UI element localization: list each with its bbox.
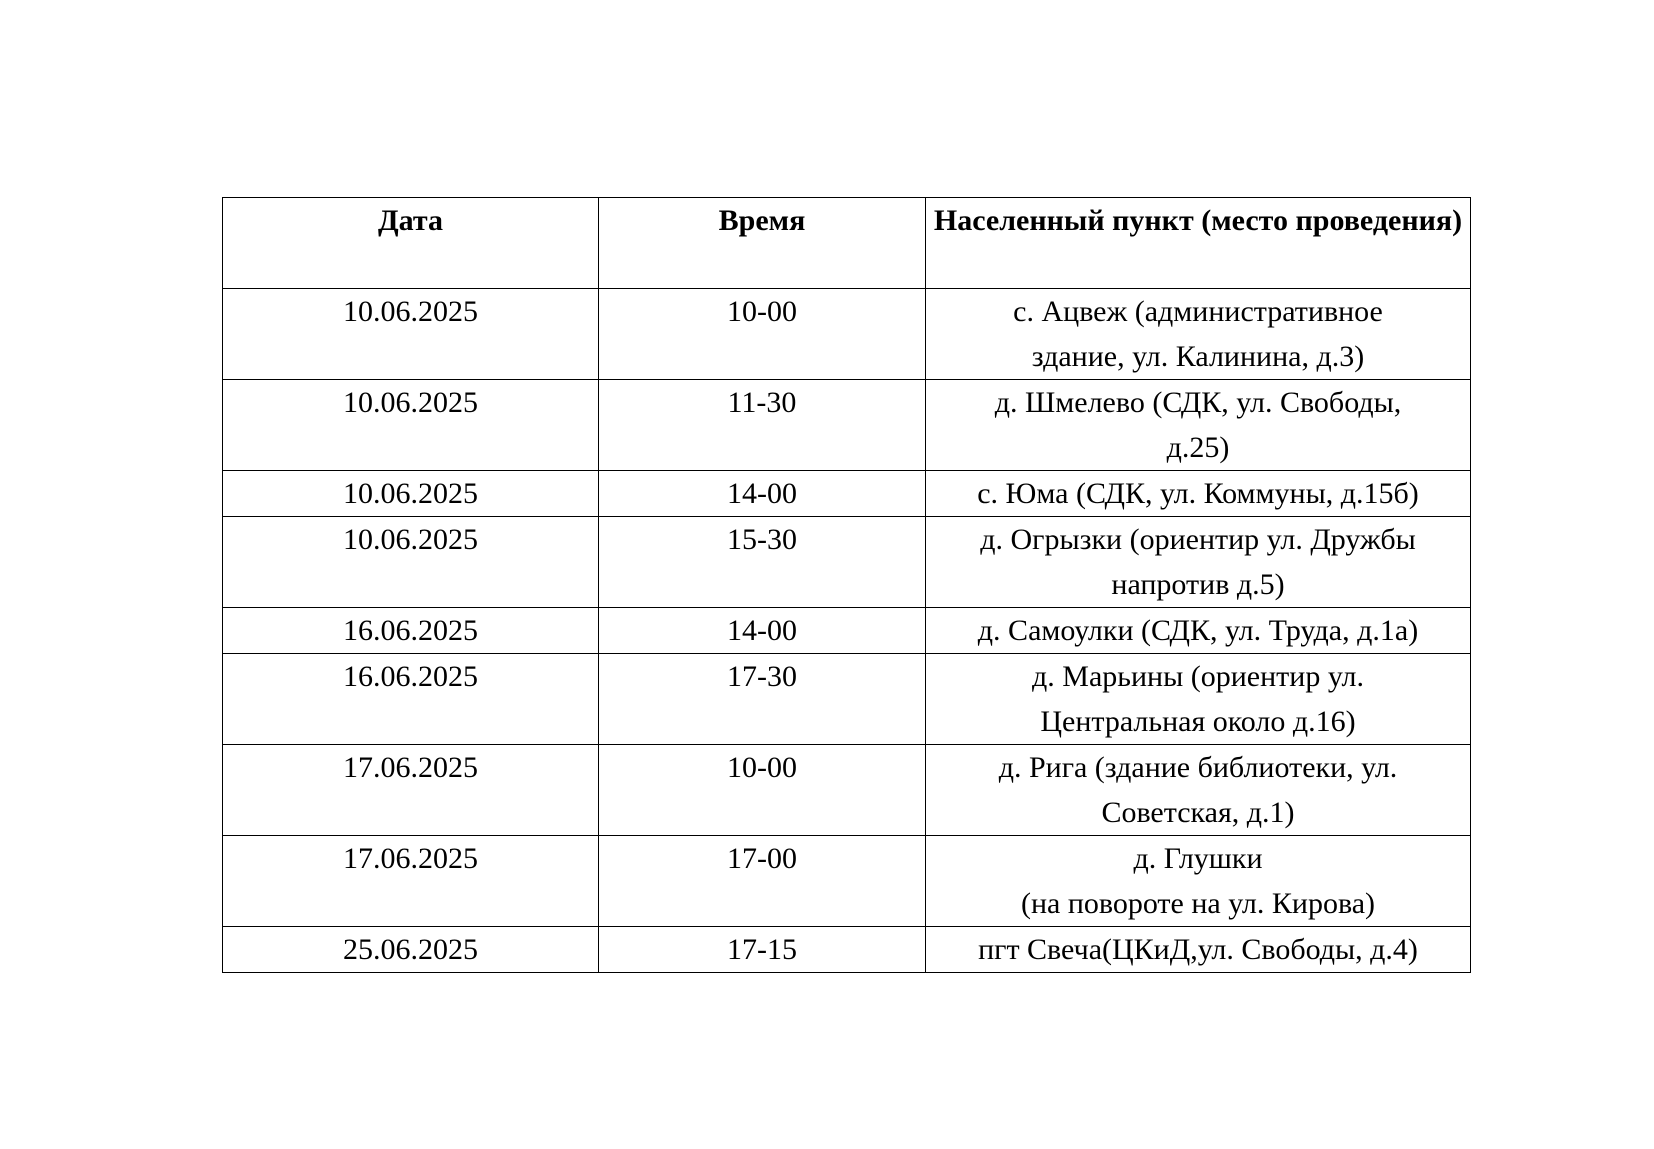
table-row <box>223 517 1471 608</box>
header-place <box>926 198 1471 289</box>
header-time: Время <box>599 198 926 289</box>
time-cell: 14-00 <box>599 471 926 517</box>
date-cell: 25.06.2025 <box>223 927 599 973</box>
place-line: Советская, д.1) <box>1101 796 1295 829</box>
place-line: пгт Свеча(ЦКиД,ул. Свободы, д.4) <box>978 933 1418 966</box>
place-line: с. Ацвеж (административное <box>1013 295 1383 328</box>
date-cell: 10.06.2025 <box>223 471 599 517</box>
place-cell <box>926 927 1471 973</box>
time-cell: 11-30 <box>599 380 926 471</box>
date-cell: 16.06.2025 <box>223 608 599 654</box>
place-line: Центральная около д.16) <box>1040 705 1356 738</box>
time-cell: 17-00 <box>599 836 926 927</box>
date-cell: 10.06.2025 <box>223 289 599 380</box>
place-cell <box>926 836 1471 927</box>
place-line: здание, ул. Калинина, д.3) <box>1031 340 1365 373</box>
place-line: д. Шмелево (СДК, ул. Свободы, <box>994 386 1402 419</box>
place-line: с. Юма (СДК, ул. Коммуны, д.15б) <box>977 477 1419 510</box>
table-row <box>223 289 1471 380</box>
place-line: д. Рига (здание библиотеки, ул. <box>998 751 1398 784</box>
time-cell: 10-00 <box>599 745 926 836</box>
place-cell <box>926 380 1471 471</box>
place-line: д.25) <box>1166 431 1230 464</box>
place-cell <box>926 471 1471 517</box>
date-cell: 17.06.2025 <box>223 836 599 927</box>
header-row <box>223 198 1471 289</box>
header-place-line2: проведения) <box>1295 204 1463 237</box>
place-cell <box>926 654 1471 745</box>
table-row <box>223 927 1471 973</box>
table-row <box>223 380 1471 471</box>
time-cell: 17-15 <box>599 927 926 973</box>
time-cell: 14-00 <box>599 608 926 654</box>
place-line: д. Глушки <box>1133 842 1263 875</box>
place-cell <box>926 745 1471 836</box>
header-date: Дата <box>223 198 599 289</box>
schedule-table <box>222 197 1471 973</box>
place-cell <box>926 289 1471 380</box>
table-row <box>223 471 1471 517</box>
table-row <box>223 608 1471 654</box>
place-line: напротив д.5) <box>1111 568 1285 601</box>
time-cell: 10-00 <box>599 289 926 380</box>
place-line: д. Огрызки (ориентир ул. Дружбы <box>980 523 1416 556</box>
time-cell: 17-30 <box>599 654 926 745</box>
time-cell: 15-30 <box>599 517 926 608</box>
header-place-line1: Населенный пункт (место <box>933 204 1288 237</box>
date-cell: 17.06.2025 <box>223 745 599 836</box>
place-cell <box>926 608 1471 654</box>
date-cell: 16.06.2025 <box>223 654 599 745</box>
date-cell: 10.06.2025 <box>223 517 599 608</box>
table-row <box>223 654 1471 745</box>
place-line: (на повороте на ул. Кирова) <box>1020 887 1376 920</box>
table-row <box>223 836 1471 927</box>
place-line: д. Марьины (ориентир ул. <box>1032 660 1364 693</box>
place-cell <box>926 517 1471 608</box>
place-line: д. Самоулки (СДК, ул. Труда, д.1а) <box>977 614 1419 647</box>
date-cell: 10.06.2025 <box>223 380 599 471</box>
table-row <box>223 745 1471 836</box>
